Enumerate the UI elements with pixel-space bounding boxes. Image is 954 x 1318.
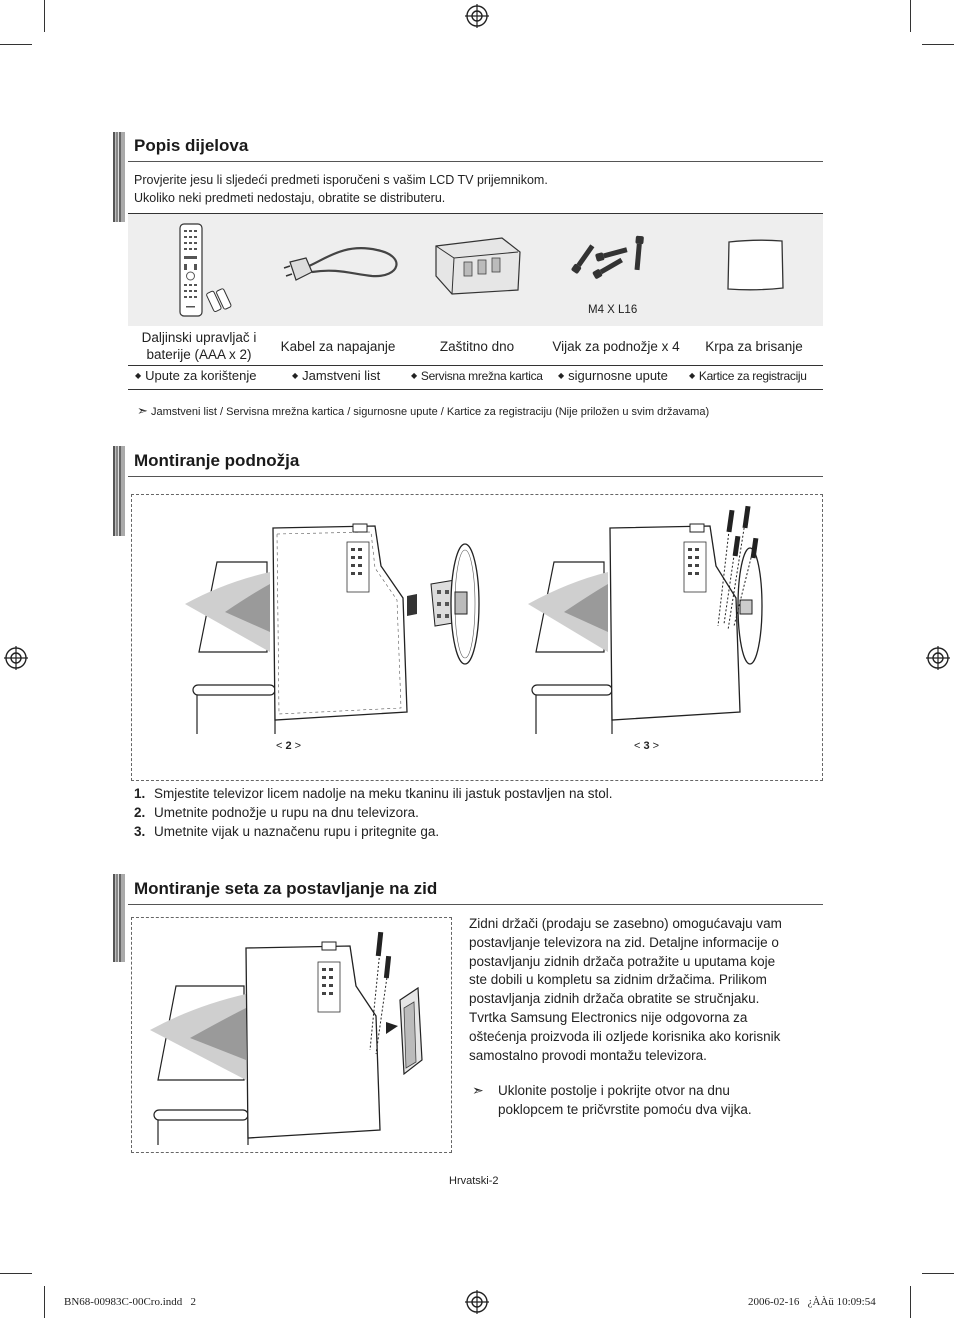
arrow-note-icon: ➣ <box>137 403 148 418</box>
screws-icon <box>568 232 654 292</box>
accessory-service-card: ◆ Servisna mrežna kartica <box>411 369 543 383</box>
stand-step-3: 3. Umetnite vijak u naznačenu rupu i pritegnite ga. <box>134 824 440 839</box>
stand-step-2: 2. Umetnite podnožje u rupu na dnu televizora. <box>134 805 419 820</box>
section-bar-stand <box>113 446 125 536</box>
screw-size-label: M4 X L16 <box>588 304 638 316</box>
accessory-manual: ◆ Upute za korištenje <box>135 368 257 383</box>
stand-step-1: 1. Smjestite televizor licem nadolje na meku tkaninu ili jastuk postavljen na stol. <box>134 786 613 801</box>
parts-title-rule <box>128 161 823 162</box>
accessory-safety: ◆ sigurnosne upute <box>558 368 668 383</box>
parts-intro-line1: Provjerite jesu li sljedeći predmeti isporučeni s vašim LCD TV prijemnikom. <box>134 173 548 187</box>
parts-section-title: Popis dijelova <box>134 136 249 155</box>
accessories-bottom-rule <box>128 389 823 390</box>
accessory-registration: ◆ Kartice za registraciju <box>689 369 807 383</box>
figure-2-caption: < 2 > <box>276 740 302 752</box>
registration-mark-top-icon <box>465 4 489 28</box>
arrow-note-icon: ➣ <box>472 1082 484 1098</box>
part-label-screws: Vijak za podnožje x 4 <box>552 338 680 354</box>
part-label-cloth: Krpa za brisanje <box>705 338 803 354</box>
accessories-top-rule <box>128 365 823 366</box>
stand-title-rule <box>128 476 823 477</box>
figure-3-stand-illustration <box>528 506 788 734</box>
part-label-power-cord: Kabel za napajanje <box>280 338 396 354</box>
parts-intro-line2: Ukoliko neki predmeti nedostaju, obratite se distributeru. <box>134 191 446 205</box>
section-bar-parts <box>113 132 125 222</box>
registration-mark-left-icon <box>4 646 28 670</box>
wall-mount-paragraph: Zidni držači (prodaju se zasebno) omogućavaju vam postavljanje televizora na zid. Detaljne informacije o postavljanju zidnih držača potražite u uputama koje ste dobili u kompletu sa zidnim držačima. Prilikom postavljanja zidnih držača obratite se stručnjaku. Tvrtka Samsung Electronics nije odgovorna za oštećenja proizvoda ili ozljede korisnika ako korisnik samostalno provodi montažu televizora. <box>469 916 782 1063</box>
page-number: Hrvatski-2 <box>449 1175 499 1187</box>
stand-section-title: Montiranje podnožja <box>134 451 300 470</box>
wall-section-title: Montiranje seta za postavljanje na zid <box>134 879 438 898</box>
section-bar-wall <box>113 874 125 962</box>
wall-mount-note: ➣ Uklonite postolje i pokrijte otvor na dnu poklopcem te pričvrstite pomoću dva vijka. <box>472 1082 752 1117</box>
figure-3-caption: < 3 > <box>634 740 660 752</box>
wall-mount-illustration <box>150 930 440 1145</box>
footer-timestamp: 2006-02-16 ¿ÀÀü 10:09:54 <box>748 1296 876 1308</box>
part-label-remote: Daljinski upravljač i baterije (AAA x 2) <box>141 330 257 362</box>
registration-mark-right-icon <box>926 646 950 670</box>
wall-title-rule <box>128 904 823 905</box>
footer-file-name: BN68-00983C-00Cro.indd 2 <box>64 1296 196 1308</box>
cover-bottom-icon <box>432 232 524 298</box>
registration-mark-bottom-icon <box>465 1290 489 1314</box>
cleaning-cloth-icon <box>726 238 786 294</box>
power-cord-icon <box>282 232 406 292</box>
accessory-warranty: ◆ Jamstveni list <box>292 368 381 383</box>
figure-2-stand-illustration <box>185 522 485 734</box>
parts-note: ➣ Jamstveni list / Servisna mrežna kartica / sigurnosne upute / Kartice za registraciju (Nije priložen u svim državama) <box>137 403 710 418</box>
remote-control-icon <box>176 222 236 318</box>
part-label-cover-bottom: Zaštitno dno <box>439 338 515 354</box>
